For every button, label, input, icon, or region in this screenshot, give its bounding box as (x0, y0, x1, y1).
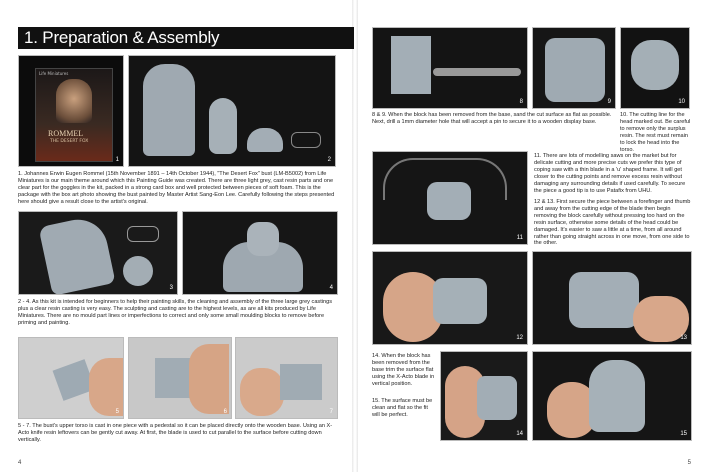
photo-number: 1 (115, 157, 119, 163)
photo-number: 13 (680, 335, 687, 341)
photo-11 (372, 151, 528, 245)
box-subtitle: THE DESERT FOX (50, 139, 89, 144)
caption-15: 15. The surface must be clean and flat so the fit will be perfect. (372, 398, 433, 418)
hand (189, 344, 229, 414)
photo-number: 11 (516, 235, 523, 241)
resin-block (477, 376, 517, 420)
caption-8-9: 8 & 9. When the block has been removed from the base, sand the cut surface as flat as possible. Next, drill a 1mm diameter hole that will accept a pin to secure it to a wooden display base. (372, 112, 612, 125)
photo-3 (18, 211, 178, 295)
photo-number: 8 (519, 99, 523, 105)
photo-number: 14 (516, 431, 523, 437)
goggles-part (291, 132, 321, 148)
page-number-left: 4 (18, 460, 22, 466)
caption-1: 1. Johannes Erwin Eugen Rommel (15th November 1891 – 14th October 1944), "The Desert Fox" bust (LM-B5002) from Life Miniatures is our main theme around which this Painting Guide was created. There are three light grey, cast resin parts and one clear part for the goggles in the kit, packed in a strong card box and well protected between pieces of soft foam. This is the package with the box art photo showing the bust painted by Master Artist Sang-Eon Lee. Carefully following the steps presented here should give a result close to the artist's original. (18, 171, 335, 205)
photo-7 (235, 337, 338, 419)
hand (240, 368, 284, 416)
caption-14: 14. When the block has been removed from the base trim the surface flat using the X-Acto blade in vertical position. (372, 353, 435, 387)
resin-block (433, 278, 487, 324)
photo-15 (532, 351, 692, 441)
photo-parts (128, 55, 336, 167)
torso-part (143, 64, 195, 156)
caption-11: 11. There are lots of modelling saws on the market but for delicate cutting and more precise cuts we prefer this type of coping saw with a thin blade in a 'u' shaped frame. It will get closer to the cutting points and remove excess resin without damaging any surrounding details if used carefully. To secure the piece a good tip is to use Patafix from UHU. (534, 153, 686, 194)
head-part (123, 256, 153, 286)
head-part (209, 98, 237, 154)
photo-number: 9 (607, 99, 611, 105)
torso-part (545, 38, 605, 102)
photo-box-art (18, 55, 124, 167)
photo-number: 12 (516, 335, 523, 341)
photo-number: 10 (678, 99, 685, 105)
photo-6 (128, 337, 232, 419)
portrait-graphic (56, 79, 92, 123)
photo-number: 3 (169, 285, 173, 291)
head-part (631, 40, 679, 90)
photo-number: 2 (327, 157, 331, 163)
photo-9 (532, 27, 616, 109)
photo-number: 6 (223, 409, 227, 415)
resin-block (569, 272, 639, 328)
photo-4 (182, 211, 338, 295)
caption-3: 5 - 7. The bust's upper torso is cast in one piece with a pedestal so it can be placed directly onto the wooden base. Using an X-Acto knife resin leftovers can be gently cut away. At first, the blade is used to cut parallel to the surface before cutting down vertically. (18, 423, 333, 443)
page-number-right: 5 (687, 460, 691, 466)
drill (433, 68, 521, 76)
box-graphic (35, 68, 113, 162)
photo-number: 15 (680, 431, 687, 437)
box-brand: Life Miniatures (39, 71, 69, 76)
hand (89, 358, 124, 416)
photo-number: 4 (329, 285, 333, 291)
cap-part (247, 128, 283, 152)
resin-block (427, 182, 471, 220)
photo-14 (440, 351, 528, 441)
photo-12 (372, 251, 528, 345)
clear-part (127, 226, 159, 242)
caption-2: 2 - 4. As this kit is intended for beginners to help their painting skills, the cleaning and assembly of the three large grey castings plus a clear resin casting is very easy. The sculpting and casting are to the highest levels, as are all kits produced by Life Miniatures. There are no mould part lines or imperfections to correct and only some small moulding blocks to remove before priming and painting. (18, 299, 333, 326)
head-part (589, 360, 645, 432)
torso-part (38, 214, 115, 295)
photo-number: 7 (329, 409, 333, 415)
section-title: 1. Preparation & Assembly (18, 27, 354, 49)
photo-10 (620, 27, 690, 109)
caption-10: 10. The cutting line for the head marked out. Be careful to remove only the surplus resin. The rest must remain to lock the head into the torso. (620, 112, 691, 153)
photo-number: 5 (115, 409, 119, 415)
photo-5 (18, 337, 124, 419)
box-name: ROMMEL (48, 129, 84, 138)
page-gutter (352, 0, 358, 472)
resin-block (280, 364, 322, 400)
photo-13 (532, 251, 692, 345)
resin-block (391, 36, 431, 94)
head-part (247, 222, 279, 256)
photo-8 (372, 27, 528, 109)
caption-12-13: 12 & 13. First secure the piece between a forefinger and thumb and away from the cutting edge of the blade then begin removing the block carefully without pressing too hard on the resin surface, otherwise some details of the head could be damaged. It's easier to saw a little at a time, from all around rather than going straight across in one move, from one side to the other. (534, 199, 691, 247)
